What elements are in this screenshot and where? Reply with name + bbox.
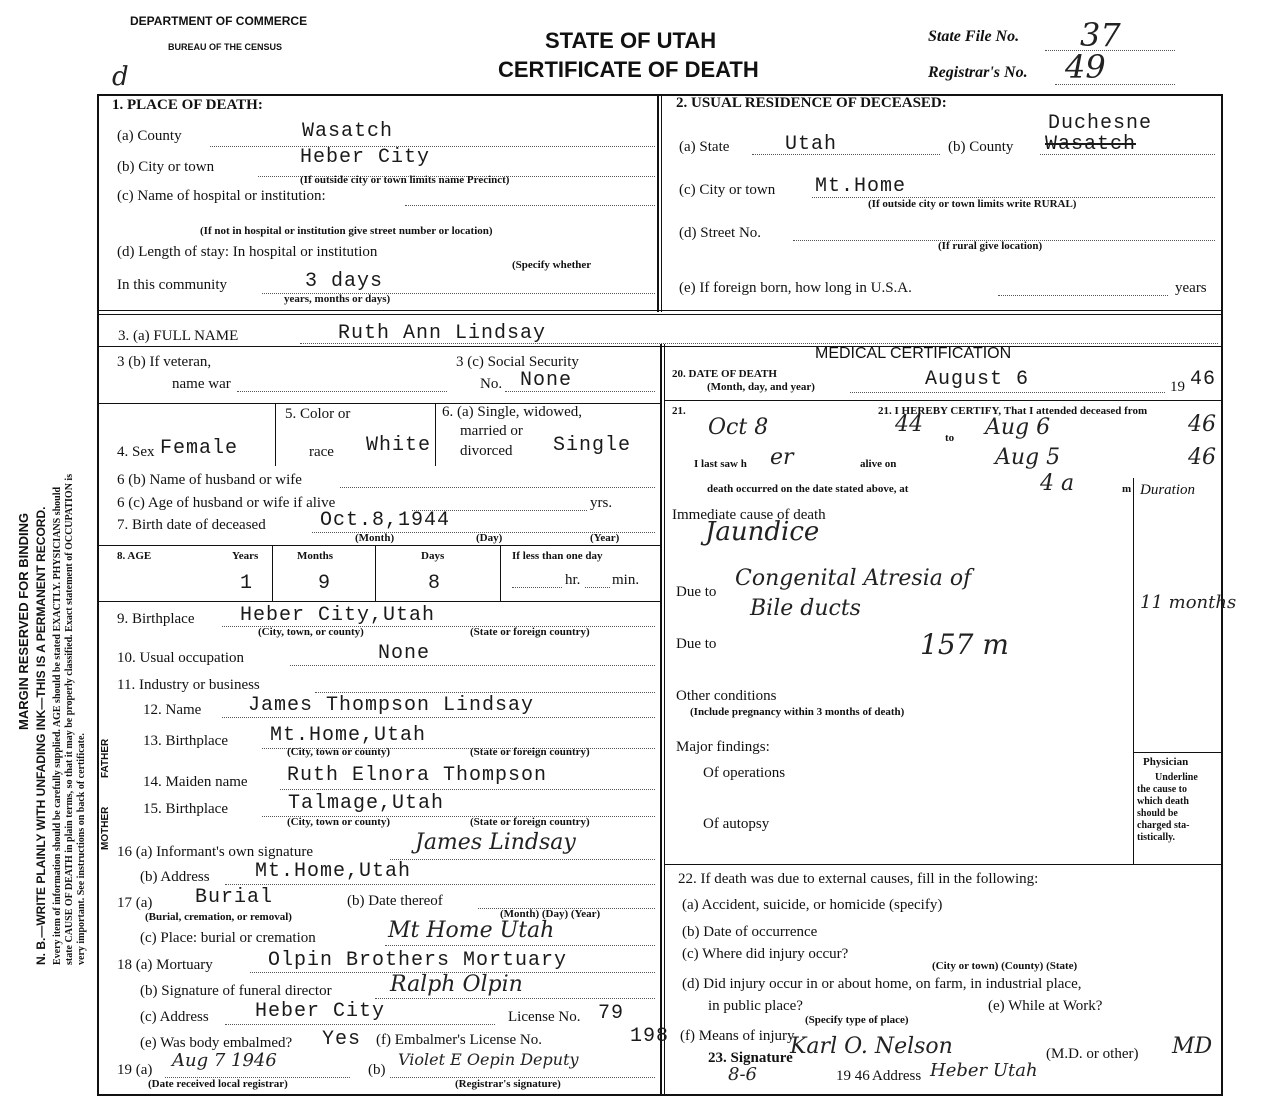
date-of-death-value: August 6 bbox=[925, 368, 1030, 391]
duration-value: 11 months bbox=[1140, 592, 1237, 613]
signature-year-value: 19 46 bbox=[836, 1068, 870, 1084]
death-occurred-label: death occurred on the date stated above, at bbox=[707, 483, 909, 495]
margin-instruction-2: state CAUSE OF DEATH in plain terms, so that it may be properly classified. Exact statement of OCCUPATION is bbox=[64, 473, 75, 965]
burial-place-label: (c) Place: burial or cremation bbox=[140, 930, 316, 946]
informant-address-label: (b) Address bbox=[140, 869, 210, 885]
external-f-label: (f) Means of injury bbox=[680, 1028, 795, 1044]
sex-label: 4. Sex bbox=[117, 444, 155, 460]
due-to-2-label: Due to bbox=[676, 636, 717, 652]
mortuary-address-value: Heber City bbox=[255, 1000, 386, 1023]
informant-signature-value: James Lindsay bbox=[415, 830, 576, 855]
md-label: (M.D. or other) bbox=[1046, 1046, 1139, 1062]
alive-on-label: alive on bbox=[860, 458, 897, 470]
burial-note: (Burial, cremation, or removal) bbox=[145, 911, 292, 923]
attended-to-year: 46 bbox=[1188, 412, 1216, 437]
embalmer-license-value: 198 bbox=[630, 1025, 670, 1048]
years-label: years bbox=[1175, 280, 1207, 296]
birthplace-city-note: (City, town, or county) bbox=[258, 626, 364, 638]
physician-note-line: charged sta- bbox=[1137, 820, 1190, 831]
registrar-value: 49 bbox=[1065, 48, 1106, 86]
residence-state-value: Utah bbox=[785, 133, 838, 156]
filed-note: (Date received local registrar) bbox=[148, 1078, 288, 1090]
father-birthplace-value: Mt.Home,Utah bbox=[270, 724, 427, 747]
state-file-value: 37 bbox=[1080, 16, 1121, 54]
attended-from-value: Oct 8 bbox=[708, 415, 769, 440]
mother-birthplace-label: 15. Birthplace bbox=[143, 801, 228, 817]
external-d-note: (Specify type of place) bbox=[805, 1014, 909, 1026]
race-label: race bbox=[309, 444, 334, 460]
residence-heading: 2. USUAL RESIDENCE OF DECEASED: bbox=[676, 95, 947, 111]
attended-from-year: 44 bbox=[895, 412, 923, 437]
physician-note-line: Underline bbox=[1155, 772, 1198, 783]
age-label: 8. AGE bbox=[117, 550, 152, 562]
registrar-signature-note: (Registrar's signature) bbox=[455, 1078, 561, 1090]
due-to-1-value-2: Bile ducts bbox=[750, 596, 861, 621]
registrar-signature-label: (b) bbox=[368, 1062, 386, 1078]
city-note: (If outside city or town limits name Precinct) bbox=[300, 174, 510, 186]
physician-signature-label: 23. Signature bbox=[708, 1050, 793, 1066]
age-days-value: 8 bbox=[428, 572, 442, 595]
hr-label: hr. bbox=[565, 572, 581, 588]
birth-date-label: 7. Birth date of deceased bbox=[117, 517, 266, 533]
residence-city-value: Mt.Home bbox=[815, 175, 907, 198]
date-of-death-label: 20. DATE OF DEATH bbox=[672, 368, 777, 380]
burial-label: 17 (a) bbox=[117, 895, 153, 911]
ssn-label: 3 (c) Social Security bbox=[456, 354, 579, 370]
city-value: Heber City bbox=[300, 146, 431, 169]
other-conditions-note: (Include pregnancy within 3 months of death) bbox=[690, 706, 905, 718]
filed-label: 19 (a) bbox=[117, 1062, 153, 1078]
age-months-label: Months bbox=[297, 550, 334, 562]
color-label: 5. Color or bbox=[285, 406, 351, 422]
husband-age-label: 6 (c) Age of husband or wife if alive bbox=[117, 495, 336, 511]
license-value: 79 bbox=[598, 1002, 625, 1025]
residence-state-label: (a) State bbox=[679, 139, 730, 155]
age-years-value: 1 bbox=[240, 572, 254, 595]
community-note: years, months or days) bbox=[284, 293, 391, 305]
date-of-death-year-prefix: 19 bbox=[1170, 379, 1185, 395]
mortuary-label: 18 (a) Mortuary bbox=[117, 957, 213, 973]
external-b-label: (b) Date of occurrence bbox=[682, 924, 818, 940]
external-causes-label: 22. If death was due to external causes, fill in the following: bbox=[678, 871, 1039, 887]
certify-number: 21. bbox=[672, 405, 686, 417]
residence-street-label: (d) Street No. bbox=[679, 225, 762, 241]
external-c-label: (c) Where did injury occur? bbox=[682, 946, 849, 962]
age-months-value: 9 bbox=[318, 572, 332, 595]
father-state-note: (State or foreign country) bbox=[470, 746, 590, 758]
physician-note-line: which death bbox=[1137, 796, 1189, 807]
margin-instruction-3: very important. See instructions on back of certificate. bbox=[76, 733, 87, 965]
mortuary-value: Olpin Brothers Mortuary bbox=[268, 949, 568, 972]
community-label: In this community bbox=[117, 277, 227, 293]
maiden-name-value: Ruth Elnora Thompson bbox=[287, 764, 548, 787]
ssn-value: None bbox=[520, 369, 573, 392]
veteran-war-label: name war bbox=[172, 376, 231, 392]
signature-address-value: Heber Utah bbox=[930, 1060, 1038, 1081]
attended-to-value: Aug 6 bbox=[985, 415, 1051, 440]
residence-county-value: Duchesne bbox=[1048, 112, 1153, 135]
burial-date-note: (Month) (Day) (Year) bbox=[500, 908, 601, 920]
mother-state-note: (State or foreign country) bbox=[470, 816, 590, 828]
age-days-label: Days bbox=[421, 550, 445, 562]
embalmer-license-label: (f) Embalmer's License No. bbox=[376, 1032, 542, 1048]
embalmed-label: (e) Was body embalmed? bbox=[140, 1035, 293, 1051]
operations-label: Of operations bbox=[703, 765, 786, 781]
external-a-label: (a) Accident, suicide, or homicide (specify) bbox=[682, 897, 943, 913]
funeral-director-label: (b) Signature of funeral director bbox=[140, 983, 332, 999]
burial-value: Burial bbox=[195, 886, 274, 909]
maiden-name-label: 14. Maiden name bbox=[143, 774, 248, 790]
age-years-label: Years bbox=[232, 550, 259, 562]
due-to-1-value: Congenital Atresia of bbox=[735, 566, 972, 591]
bureau-label: BUREAU OF THE CENSUS bbox=[168, 42, 283, 52]
physician-note-line: the cause to bbox=[1137, 784, 1187, 795]
birthplace-value: Heber City,Utah bbox=[240, 604, 436, 627]
residence-city-note: (If outside city or town limits write RURAL) bbox=[868, 198, 1077, 210]
date-of-death-note: (Month, day, and year) bbox=[707, 381, 815, 393]
stay-label: (d) Length of stay: In hospital or institution bbox=[117, 244, 378, 260]
state-file-label: State File No. bbox=[928, 28, 1020, 45]
birth-day-note: (Day) bbox=[476, 532, 503, 544]
informant-signature-label: 16 (a) Informant's own signature bbox=[117, 844, 313, 860]
birth-month-note: (Month) bbox=[355, 532, 395, 544]
alive-on-value: Aug 5 bbox=[995, 445, 1061, 470]
specify-note: (Specify whether bbox=[512, 259, 592, 271]
community-value: 3 days bbox=[305, 270, 384, 293]
residence-county-label: (b) County bbox=[948, 139, 1014, 155]
residence-county-struck: Wasatch bbox=[1045, 133, 1137, 156]
other-conditions-label: Other conditions bbox=[676, 688, 777, 704]
birthplace-state-note: (State or foreign country) bbox=[470, 626, 590, 638]
death-occurred-value: 4 a bbox=[1040, 471, 1075, 496]
signature-date-value: 8-6 bbox=[728, 1064, 757, 1085]
filed-value: Aug 7 1946 bbox=[172, 1050, 277, 1071]
occupation-label: 10. Usual occupation bbox=[117, 650, 245, 666]
veteran-label: 3 (b) If veteran, bbox=[117, 354, 212, 370]
md-value: MD bbox=[1172, 1034, 1213, 1059]
physician-signature-value: Karl O. Nelson bbox=[790, 1034, 953, 1059]
informant-address-value: Mt.Home,Utah bbox=[255, 860, 412, 883]
hospital-note: (If not in hospital or institution give street number or location) bbox=[200, 225, 493, 237]
marital-label-2: married or bbox=[460, 423, 523, 439]
marital-label: 6. (a) Single, widowed, bbox=[442, 404, 582, 420]
department-label: DEPARTMENT OF COMMERCE bbox=[130, 14, 308, 28]
county-value: Wasatch bbox=[302, 120, 394, 143]
major-findings-label: Major findings: bbox=[676, 739, 770, 755]
residence-street-note: (If rural give location) bbox=[938, 240, 1043, 252]
immediate-cause-label: Immediate cause of death bbox=[672, 507, 826, 523]
ssn-no-label: No. bbox=[480, 376, 503, 392]
registrar-label: Registrar's No. bbox=[928, 64, 1028, 81]
industry-label: 11. Industry or business bbox=[117, 677, 260, 693]
alive-on-year: 46 bbox=[1188, 445, 1216, 470]
funeral-director-value: Ralph Olpin bbox=[390, 972, 523, 997]
residence-city-label: (c) City or town bbox=[679, 182, 776, 198]
state-title: STATE OF UTAH bbox=[545, 28, 717, 53]
age-less-label: If less than one day bbox=[512, 550, 603, 562]
burial-date-label: (b) Date thereof bbox=[347, 893, 443, 909]
attended-to-label: to bbox=[945, 432, 955, 444]
occupation-value: None bbox=[378, 642, 431, 665]
certificate-title: CERTIFICATE OF DEATH bbox=[498, 57, 759, 82]
mother-birthplace-value: Talmage,Utah bbox=[288, 792, 445, 815]
race-value: White bbox=[366, 434, 432, 457]
father-name-value: James Thompson Lindsay bbox=[248, 694, 535, 717]
autopsy-label: Of autopsy bbox=[703, 816, 770, 832]
burial-place-value: Mt Home Utah bbox=[388, 918, 555, 943]
external-c-note: (City or town) (County) (State) bbox=[932, 960, 1078, 972]
sex-value: Female bbox=[160, 437, 239, 460]
father-city-note: (City, town or county) bbox=[287, 746, 391, 758]
last-saw-value: er bbox=[770, 445, 794, 470]
due-to-1-label: Due to bbox=[676, 584, 717, 600]
last-saw-label: I last saw h bbox=[694, 458, 747, 470]
full-name-value: Ruth Ann Lindsay bbox=[338, 322, 547, 345]
birthplace-label: 9. Birthplace bbox=[117, 611, 195, 627]
date-of-death-year: 46 bbox=[1190, 368, 1217, 391]
county-label: (a) County bbox=[117, 128, 182, 144]
physician-note-line: should be bbox=[1137, 808, 1178, 819]
immediate-cause-value: Jaundice bbox=[705, 517, 820, 547]
mother-city-note: (City, town or county) bbox=[287, 816, 391, 828]
min-label: min. bbox=[612, 572, 640, 588]
margin-binding-note: MARGIN RESERVED FOR BINDING bbox=[16, 512, 31, 730]
death-occurred-m: m bbox=[1122, 483, 1132, 495]
birth-year-note: (Year) bbox=[590, 532, 620, 544]
yrs-label: yrs. bbox=[590, 495, 613, 511]
license-label: License No. bbox=[508, 1009, 581, 1025]
marital-label-3: divorced bbox=[460, 443, 513, 459]
mother-mark: MOTHER bbox=[100, 806, 111, 850]
certify-label: 21. I HEREBY CERTIFY, That I attended deceased from bbox=[878, 405, 1148, 417]
physician-note-line: tistically. bbox=[1137, 832, 1176, 843]
external-d-label: (d) Did injury occur in or about home, on farm, in industrial place, bbox=[682, 976, 1082, 992]
due-to-2-value: 157 m bbox=[920, 628, 1009, 661]
city-label: (b) City or town bbox=[117, 159, 215, 175]
registrar-signature-value: Violet E Oepin Deputy bbox=[398, 1050, 579, 1069]
embalmed-value: Yes bbox=[322, 1028, 362, 1051]
duration-label: Duration bbox=[1140, 482, 1196, 498]
place-of-death-heading: 1. PLACE OF DEATH: bbox=[112, 97, 263, 113]
hospital-label: (c) Name of hospital or institution: bbox=[117, 188, 326, 204]
margin-instruction-1: Every item of information should be carefully supplied. AGE should be stated EXACTLY. PHYSICIANS should bbox=[52, 486, 63, 965]
physician-note bbox=[1137, 772, 1198, 844]
external-e-label: (e) While at Work? bbox=[988, 998, 1103, 1014]
father-birthplace-label: 13. Birthplace bbox=[143, 733, 228, 749]
external-d-label-2: in public place? bbox=[708, 998, 803, 1014]
margin-ink-note: N. B.—WRITE PLAINLY WITH UNFADING INK—THIS IS A PERMANENT RECORD. bbox=[34, 506, 48, 965]
foreign-label: (e) If foreign born, how long in U.S.A. bbox=[679, 280, 912, 296]
marital-value: Single bbox=[553, 434, 632, 457]
medical-heading: MEDICAL CERTIFICATION bbox=[815, 345, 1012, 362]
signature-address-label: Address bbox=[872, 1068, 922, 1084]
full-name-label: 3. (a) FULL NAME bbox=[118, 328, 239, 344]
birth-date-value: Oct.8,1944 bbox=[320, 509, 451, 532]
husband-label: 6 (b) Name of husband or wife bbox=[117, 472, 302, 488]
father-name-label: 12. Name bbox=[143, 702, 202, 718]
father-mark: FATHER bbox=[100, 738, 111, 778]
mortuary-address-label: (c) Address bbox=[140, 1009, 209, 1025]
physician-label: Physician bbox=[1143, 756, 1189, 768]
corner-mark: d bbox=[112, 62, 129, 92]
